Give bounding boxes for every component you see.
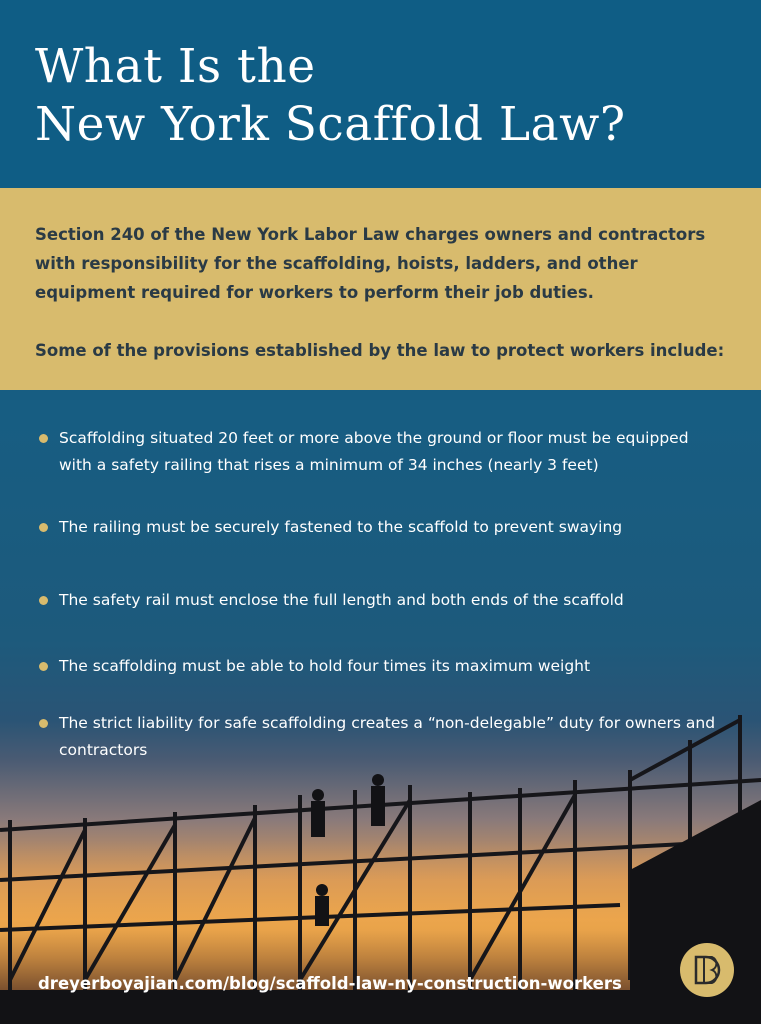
db-monogram-icon bbox=[680, 943, 734, 997]
list-item bbox=[35, 710, 725, 764]
list-item bbox=[35, 653, 725, 680]
title-line-2: New York Scaffold Law? bbox=[35, 97, 626, 152]
intro-lead-in: Some of the provisions established by the law to protect workers include: bbox=[35, 341, 725, 360]
page-title bbox=[35, 38, 626, 154]
header-banner bbox=[0, 0, 761, 188]
list-item bbox=[35, 587, 725, 614]
provision-text: Scaffolding situated 20 feet or more above the ground or floor must be equipped with a safety railing that rises a minimum of 34 inches (nearly 3 feet) bbox=[59, 429, 689, 474]
list-item bbox=[35, 425, 725, 479]
bullet-icon bbox=[39, 662, 48, 671]
intro-paragraph: Section 240 of the New York Labor Law charges owners and contractors with responsibility for the scaffolding, hoists, ladders, and other equipment required for workers to perform their job duties. bbox=[35, 225, 706, 302]
intro-band bbox=[0, 188, 761, 390]
provision-text: The scaffolding must be able to hold four times its maximum weight bbox=[59, 657, 591, 675]
bullet-icon bbox=[39, 719, 48, 728]
provision-text: The railing must be securely fastened to the scaffold to prevent swaying bbox=[59, 518, 623, 536]
bullet-icon bbox=[39, 523, 48, 532]
bullet-icon bbox=[39, 596, 48, 605]
list-item bbox=[35, 514, 725, 541]
provision-text: The safety rail must enclose the full length and both ends of the scaffold bbox=[59, 591, 624, 609]
bullet-icon bbox=[39, 434, 48, 443]
source-url-link[interactable]: dreyerboyajian.com/blog/scaffold-law-ny-construction-workers bbox=[38, 974, 622, 993]
title-line-1: What Is the bbox=[35, 39, 316, 94]
provision-text: The strict liability for safe scaffolding creates a “non-delegable” duty for owners and contractors bbox=[59, 714, 716, 759]
